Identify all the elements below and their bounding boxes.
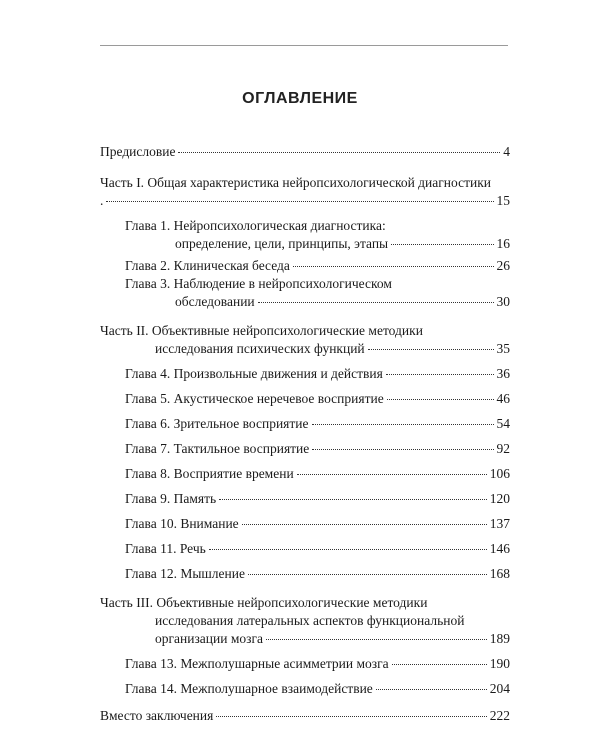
dot-leader [368,349,494,350]
toc-entry-label: Глава 13. Межполушарные асимметрии мозга [125,656,389,671]
toc-page-number: 16 [496,236,510,251]
toc-page-number: 190 [489,656,510,671]
toc-chapter-1-title[interactable]: Глава 1. Нейропсихологическая диагностика: [125,218,386,233]
dot-leader [386,374,494,375]
dot-leader [266,639,487,640]
dot-leader [248,574,487,575]
toc-entry-chapter-7[interactable] [125,441,510,457]
toc-page-number: 15 [496,193,510,208]
toc-page-number: 189 [489,631,510,646]
toc-entry-label: Глава 11. Речь [125,541,206,556]
toc-page-number: 222 [489,708,510,723]
dot-leader [293,266,494,267]
toc-page-number: 30 [496,294,510,309]
toc-entry-label: Глава 14. Межполушарное взаимодействие [125,681,373,696]
dot-leader [312,449,493,450]
toc-entry-chapter-13[interactable] [125,656,510,672]
dot-leader [391,244,493,245]
toc-entry-chapter-9[interactable] [125,491,510,507]
toc-entry-label: Глава 7. Тактильное восприятие [125,441,310,456]
toc-part-1-title[interactable]: Часть I. Общая характеристика нейропсихологической диагностики [100,175,492,190]
toc-part-3-title-cont[interactable]: исследования латеральных аспектов функциональной [155,613,465,628]
toc-entry-chapter-12[interactable] [125,566,510,582]
toc-page-number: 204 [489,681,510,696]
toc-entry-part-3[interactable] [155,631,510,647]
toc-entry-chapter-11[interactable] [125,541,510,557]
toc-page-number: 146 [489,541,510,556]
toc-page-number: 36 [496,366,510,381]
toc-entry-part-1[interactable] [100,193,510,209]
dot-leader [178,152,500,153]
toc-entry-label: Глава 9. Память [125,491,217,506]
toc-page-number: 26 [496,258,510,273]
toc-entry-label: определение, цели, принципы, этапы [175,236,389,251]
toc-chapter-3-title[interactable]: Глава 3. Наблюдение в нейропсихологическом [125,276,392,291]
toc-page-number: 35 [496,341,510,356]
toc-entry-label: Глава 8. Восприятие времени [125,466,294,481]
dot-leader [297,474,487,475]
toc-page-number: 106 [489,466,510,481]
toc-entry-label: Глава 2. Клиническая беседа [125,258,290,273]
toc-page-number: 92 [496,441,510,456]
toc-entry-label: Глава 5. Акустическое неречевое восприятие [125,391,384,406]
toc-entry-chapter-4[interactable] [125,366,510,382]
toc-page-number: 120 [489,491,510,506]
toc-entry-chapter-5[interactable] [125,391,510,407]
toc-entry-chapter-14[interactable] [125,681,510,697]
toc-entry-conclusion[interactable] [100,708,510,724]
toc-entry-chapter-1[interactable] [175,236,510,252]
toc-entry-chapter-3[interactable] [175,294,510,310]
dot-leader [387,399,494,400]
dot-leader [209,549,487,550]
toc-entry-label: Глава 6. Зрительное восприятие [125,416,309,431]
dot-leader [106,201,493,202]
toc-part-2-title[interactable]: Часть II. Объективные нейропсихологические методики [100,323,423,338]
toc-page-number: 54 [496,416,510,431]
dot-leader [392,664,487,665]
toc-entry-label: обследовании [175,294,255,309]
page-title: ОГЛАВЛЕНИЕ [242,90,358,107]
dot-leader [242,524,487,525]
toc-entry-label: организации мозга [155,631,264,646]
toc-entry-chapter-2[interactable] [125,258,510,274]
toc-entry-chapter-8[interactable] [125,466,510,482]
toc-entry-part-2[interactable] [155,341,510,357]
toc-page-number: 168 [489,566,510,581]
toc-entry-label: Глава 4. Произвольные движения и действия [125,366,383,381]
toc-part-3-title[interactable]: Часть III. Объективные нейропсихологические методики [100,595,428,610]
top-rule [100,45,508,46]
dot-leader [376,689,487,690]
dot-leader [312,424,494,425]
dot-leader [219,499,487,500]
dot-leader [216,716,486,717]
toc-entry-label: Глава 10. Внимание [125,516,239,531]
toc-entry-label: Вместо заключения [100,708,214,723]
toc-entry-label: Предисловие [100,144,176,159]
toc-entry-label: Глава 12. Мышление [125,566,245,581]
toc-entry-chapter-6[interactable] [125,416,510,432]
toc-page-number: 137 [489,516,510,531]
toc-page-number: 4 [503,144,510,159]
toc-entry-chapter-10[interactable] [125,516,510,532]
toc-entry-label: . [100,193,104,208]
toc-page-number: 46 [496,391,510,406]
dot-leader [258,302,494,303]
toc-entry-label: исследования психических функций [155,341,365,356]
toc-entry-preface[interactable] [100,144,510,160]
